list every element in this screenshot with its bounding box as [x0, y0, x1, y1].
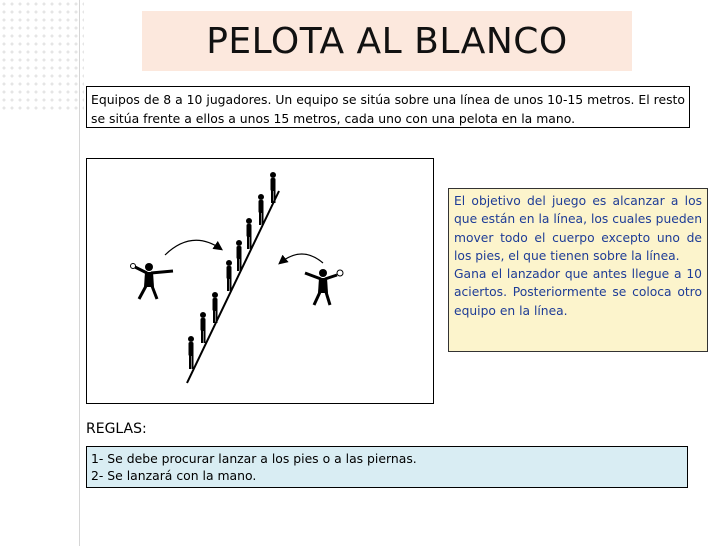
- target-line: [187, 191, 279, 383]
- objective-box: [448, 188, 708, 352]
- game-diagram: [86, 158, 434, 404]
- thrower-figure: [131, 263, 174, 299]
- slide-margin-line: [79, 0, 80, 546]
- objective-paragraph: El objetivo del juego es alcanzar a los que están en la línea, los cuales pueden mover todo el cuerpo excepto uno de los pies, el que tienen sobre la línea.: [454, 194, 702, 263]
- rules-heading: REGLAS:: [86, 421, 147, 437]
- decorative-dot-pattern: [0, 0, 84, 110]
- standing-player-figure: [246, 218, 252, 249]
- intro-description-box: [86, 86, 690, 128]
- thrower-figure: [305, 269, 343, 305]
- rules-box: [86, 446, 688, 488]
- rule-item: 2- Se lanzará con la mano.: [91, 468, 257, 483]
- title-banner: [142, 11, 632, 71]
- game-diagram-svg: [87, 159, 433, 403]
- standing-player-figure: [236, 240, 242, 271]
- line-players: [188, 172, 276, 369]
- intro-text: Equipos de 8 a 10 jugadores. Un equipo se sitúa sobre una línea de unos 10-15 metros. El resto se sitúa frente a ellos a unos 15 metros, cada uno con una pelota en la mano.: [91, 92, 685, 126]
- throw-arrow: [280, 254, 323, 263]
- throw-arrow: [165, 240, 221, 255]
- standing-player-figure: [258, 194, 264, 225]
- standing-player-figure: [188, 336, 194, 369]
- standing-player-figure: [212, 292, 218, 323]
- objective-paragraph: Gana el lanzador que antes llegue a 10 aciertos. Posteriormente se coloca otro equipo en la línea.: [454, 267, 702, 318]
- rule-item: 1- Se debe procurar lanzar a los pies o a las piernas.: [91, 451, 417, 466]
- standing-player-figure: [270, 172, 276, 203]
- page-title: PELOTA AL BLANCO: [206, 20, 568, 62]
- standing-player-figure: [200, 312, 206, 343]
- standing-player-figure: [226, 260, 232, 291]
